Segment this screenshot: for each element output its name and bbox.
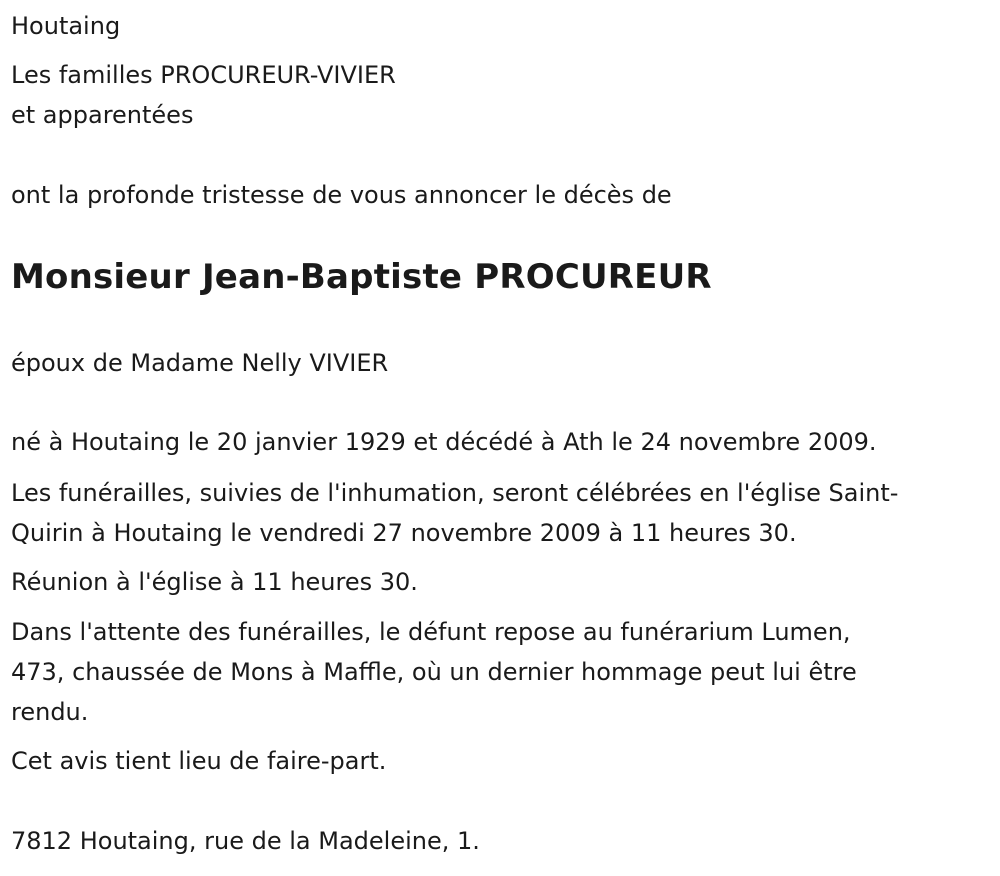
meeting-text: Réunion à l'église à 11 heures 30. bbox=[11, 568, 418, 596]
announcement-text: ont la profonde tristesse de vous annoncer le décès de bbox=[11, 181, 672, 209]
birth-death-text: né à Houtaing le 20 janvier 1929 et décédé à Ath le 24 novembre 2009. bbox=[11, 428, 877, 456]
spouse-text: époux de Madame Nelly VIVIER bbox=[11, 349, 389, 377]
rest-text-line-3: rendu. bbox=[11, 698, 89, 726]
deceased-name: Monsieur Jean-Baptiste PROCUREUR bbox=[11, 257, 712, 297]
address-text: 7812 Houtaing, rue de la Madeleine, 1. bbox=[11, 827, 480, 855]
families-line-1: Les familles PROCUREUR-VIVIER bbox=[11, 61, 396, 89]
rest-text-line-1: Dans l'attente des funérailles, le défunt repose au funérarium Lumen, bbox=[11, 618, 851, 646]
funeral-text-line-2: Quirin à Houtaing le vendredi 27 novembre 2009 à 11 heures 30. bbox=[11, 519, 797, 547]
location-heading: Houtaing bbox=[11, 12, 121, 40]
families-line-2: et apparentées bbox=[11, 101, 194, 129]
rest-text-line-2: 473, chaussée de Mons à Maffle, où un dernier hommage peut lui être bbox=[11, 658, 857, 686]
faire-part-text: Cet avis tient lieu de faire-part. bbox=[11, 747, 387, 775]
funeral-text-line-1: Les funérailles, suivies de l'inhumation, seront célébrées en l'église Saint- bbox=[11, 479, 899, 507]
